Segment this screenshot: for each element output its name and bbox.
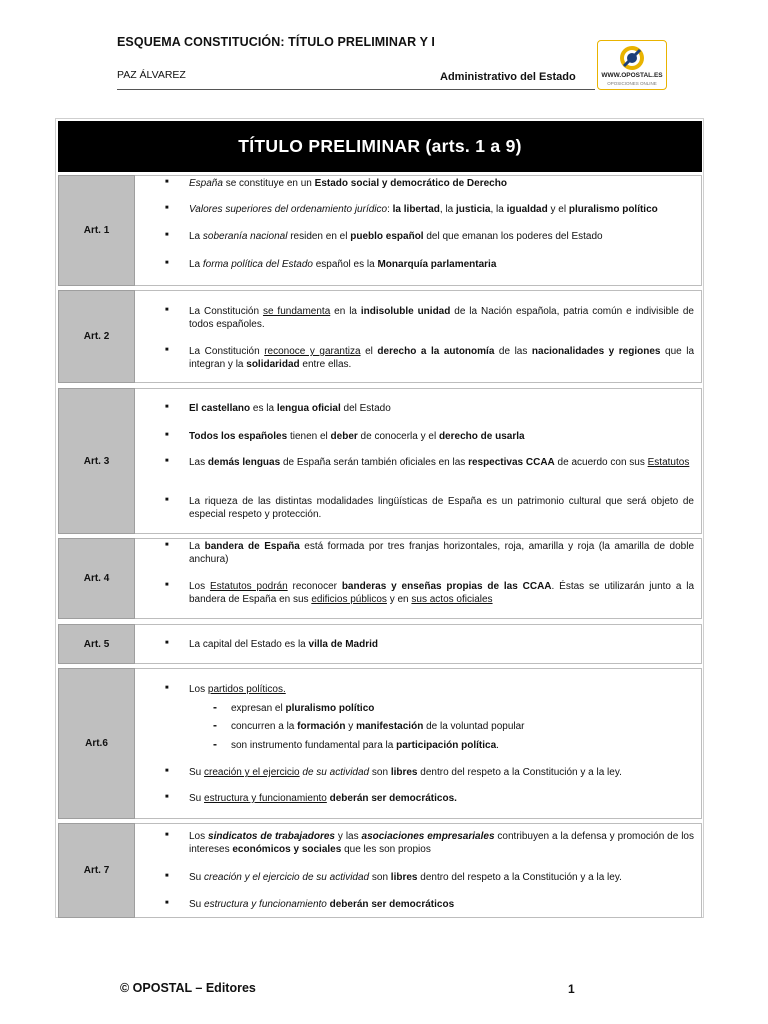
article-body <box>135 823 702 918</box>
section-title: TÍTULO PRELIMINAR <box>238 136 421 156</box>
author-name: PAZ ÁLVAREZ <box>117 69 186 81</box>
article-label: Art. 1 <box>58 175 135 286</box>
article-label: Art.6 <box>58 668 135 819</box>
bullet-item: ■ Su estructura y funcionamiento deberán ser democráticos. <box>165 793 457 804</box>
logo-tagline: OPOSICIONES ONLINE <box>607 81 657 86</box>
article-label: Art. 4 <box>58 538 135 619</box>
bullet-item: ■ Todos los españoles tienen el deber de conocerla y el derecho de usarla <box>165 431 525 442</box>
bullet-item: ■ Los partidos políticos. <box>165 684 286 695</box>
article-body <box>135 388 702 534</box>
bullet-item: ■ Su estructura y funcionamiento deberán ser democráticos <box>165 899 455 910</box>
bullet-item: ■ Los Estatutos podrán reconocer banderas y enseñas propias de las CCAA. Éstas se utilizarán junto a la bandera de España en sus edificios públicos y en sus actos oficiales <box>165 581 695 605</box>
document-title: ESQUEMA CONSTITUCIÓN: TÍTULO PRELIMINAR Y I <box>117 35 435 49</box>
article-label: Art. 5 <box>58 624 135 664</box>
bullet-item: ■ Su creación y el ejercicio de su actividad son libres dentro del respeto a la Constitución y a la ley. <box>165 872 622 883</box>
opostal-logo <box>597 40 667 90</box>
course-name: Administrativo del Estado <box>440 71 576 83</box>
article-label: Art. 2 <box>58 290 135 383</box>
bullet-item: ■ Los sindicatos de trabajadores y las asociaciones empresariales contribuyen a la defensa y promoción de los intereses económicos y sociales que les son propios <box>165 831 694 855</box>
header-divider <box>117 89 595 90</box>
section-title-bar <box>58 121 702 172</box>
opostal-logo-icon <box>618 44 646 72</box>
bullet-item: ■ La soberanía nacional residen en el pueblo español del que emanan los poderes del Estado <box>165 231 603 242</box>
bullet-item: ■ La forma política del Estado español es la Monarquía parlamentaria <box>165 259 497 270</box>
bullet-item: ■ El castellano es la lengua oficial del Estado <box>165 403 391 414</box>
article-body <box>135 175 702 286</box>
article-body <box>135 290 702 383</box>
article-body <box>135 668 702 819</box>
section-title-suffix: (arts. 1 a 9) <box>425 136 522 156</box>
bullet-item: ■ La Constitución reconoce y garantiza el derecho a la autonomía de las nacionalidades y regiones que la integran y la solidaridad entre ellas. <box>165 346 695 370</box>
sub-list-item: - expresan el pluralismo político <box>213 700 375 714</box>
bullet-item: ■ Valores superiores del ordenamiento jurídico: la libertad, la justicia, la igualdad y el pluralismo político <box>165 204 658 215</box>
article-body <box>135 538 702 619</box>
page-number: 1 <box>568 982 575 996</box>
bullet-item: ■ La riqueza de las distintas modalidades lingüísticas de España es un patrimonio cultural que será objeto de especial respeto y protección. <box>165 496 694 520</box>
article-label: Art. 3 <box>58 388 135 534</box>
publisher-footer: © OPOSTAL – Editores <box>120 981 256 995</box>
bullet-item: ■ La capital del Estado es la villa de Madrid <box>165 639 378 650</box>
sub-list-item: - son instrumento fundamental para la participación política. <box>213 737 499 751</box>
bullet-item: ■ La Constitución se fundamenta en la indisoluble unidad de la Nación española, patria común e indivisible de todos españoles. <box>165 306 694 330</box>
bullet-item: ■ Las demás lenguas de España serán también oficiales en las respectivas CCAA de acuerdo con sus Estatutos <box>165 457 690 468</box>
logo-url: WWW.OPOSTAL.ES <box>601 72 663 79</box>
bullet-item: ■ La bandera de España está formada por tres franjas horizontales, roja, amarilla y roja (la amarilla de doble anchura) <box>165 541 694 565</box>
bullet-item: ■ Su creación y el ejercicio de su actividad son libres dentro del respeto a la Constitución y a la ley. <box>165 767 622 778</box>
bullet-item: ■ España se constituye en un Estado social y democrático de Derecho <box>165 178 507 189</box>
sub-list-item: - concurren a la formación y manifestación de la voluntad popular <box>213 718 525 732</box>
article-label: Art. 7 <box>58 823 135 918</box>
article-body <box>135 624 702 664</box>
